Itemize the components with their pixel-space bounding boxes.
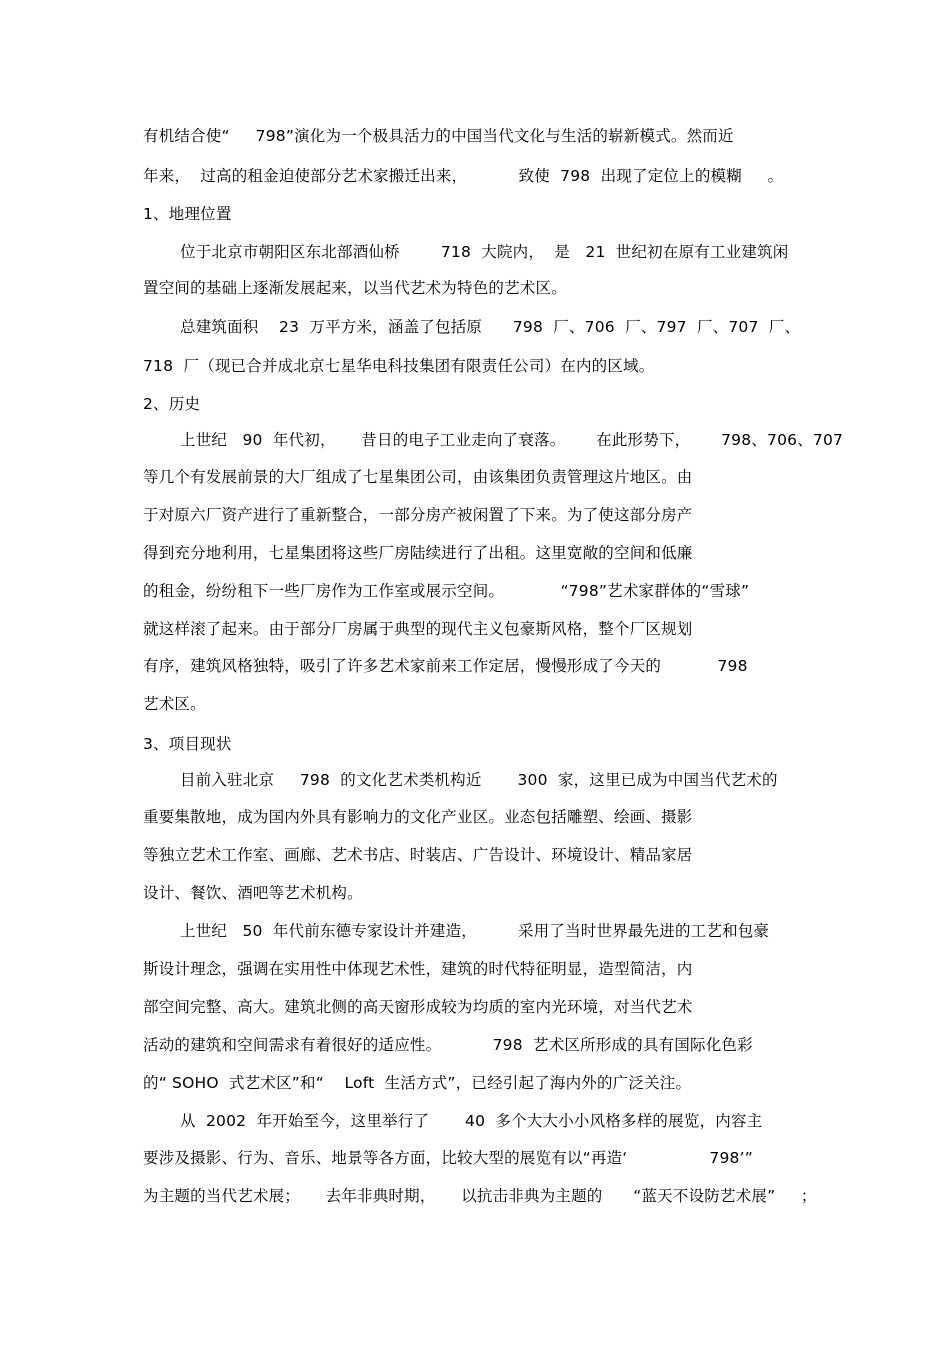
paragraph-line: 重要集散地，成为国内外具有影响力的文化产业区。业态包括雕塑、绘画、摄影 [143,808,693,826]
paragraph-line: 为主题的当代艺术展； 去年非典时期， 以抗击非典为主题的 “蓝天不设防艺术展” ； [143,1187,817,1205]
paragraph-line: 上世纪 90 年代初， 昔日的电子工业走向了衰落。 在此形势下， 798、706、707 [180,431,844,449]
paragraph-line: 设计、餐饮、酒吧等艺术机构。 [143,884,363,902]
paragraph-line: 部空间完整、高大。建筑北侧的高天窗形成较为均质的室内光环境，对当代艺术 [143,998,693,1016]
paragraph-line: 等独立艺术工作室、画廊、艺术书店、时装店、广告设计、环境设计、精品家居 [143,846,693,864]
paragraph-line: 目前入驻北京 798 的文化艺术类机构近 300 家，这里已成为中国当代艺术的 [180,771,778,789]
paragraph-line: 上世纪 50 年代前东德专家设计并建造， 采用了当时世界最先进的工艺和包豪 [180,922,770,940]
intro-line-1: 有机结合使“ 798”演化为一个极具活力的中国当代文化与生活的崭新模式。然而近 [143,127,734,145]
paragraph-line: 于对原六厂资产进行了重新整合，一部分房产被闲置了下来。为了使这部分房产 [143,506,693,524]
paragraph-line: 718 厂（现已合并成北京七星华电科技集团有限责任公司）在内的区域。 [143,357,655,375]
paragraph-line: 总建筑面积 23 万平方米，涵盖了包括原 798 厂、706 厂、797 厂、707 厂、 [180,318,801,336]
paragraph-line: 的“ SOHO 式艺术区”和“ Loft 生活方式”，已经引起了海内外的广泛关注。 [143,1074,692,1092]
paragraph-line: 要涉及摄影、行为、音乐、地景等各方面，比较大型的展览有以“再造‘ 798’” [143,1149,753,1167]
paragraph-line: 位于北京市朝阳区东北部酒仙桥 718 大院内， 是 21 世纪初在原有工业建筑闲 [180,243,789,261]
paragraph-line: 等几个有发展前景的大厂组成了七星集团公司，由该集团负责管理这片地区。由 [143,468,693,486]
paragraph-line: 活动的建筑和空间需求有着很好的适应性。 798 艺术区所形成的具有国际化色彩 [143,1036,753,1054]
paragraph-line: 艺术区。 [143,695,206,713]
paragraph-line: 从 2002 年开始至今，这里举行了 40 多个大大小小风格多样的展览，内容主 [180,1112,763,1130]
paragraph-line: 斯设计理念，强调在实用性中体现艺术性，建筑的时代特征明显，造型简洁，内 [143,960,693,978]
paragraph-line: 置空间的基础上逐渐发展起来，以当代艺术为特色的艺术区。 [143,279,567,297]
section-heading-history: 2、历史 [143,395,201,413]
paragraph-line: 就这样滚了起来。由于部分厂房属于典型的现代主义包豪斯风格，整个厂区规划 [143,620,693,638]
paragraph-line: 有序，建筑风格独特，吸引了许多艺术家前来工作定居，慢慢形成了今天的 798 [143,657,748,675]
section-heading-location: 1、地理位置 [143,205,232,223]
intro-line-2: 年来， 过高的租金迫使部分艺术家搬迁出来， 致使 798 出现了定位上的模糊 。 [143,167,784,185]
paragraph-line: 得到充分地利用，七星集团将这些厂房陆续进行了出租。这里宽敞的空间和低廉 [143,544,693,562]
section-heading-status: 3、项目现状 [143,735,232,753]
paragraph-line: 的租金，纷纷租下一些厂房作为工作室或展示空间。 “798”艺术家群体的“雪球” [143,582,750,600]
